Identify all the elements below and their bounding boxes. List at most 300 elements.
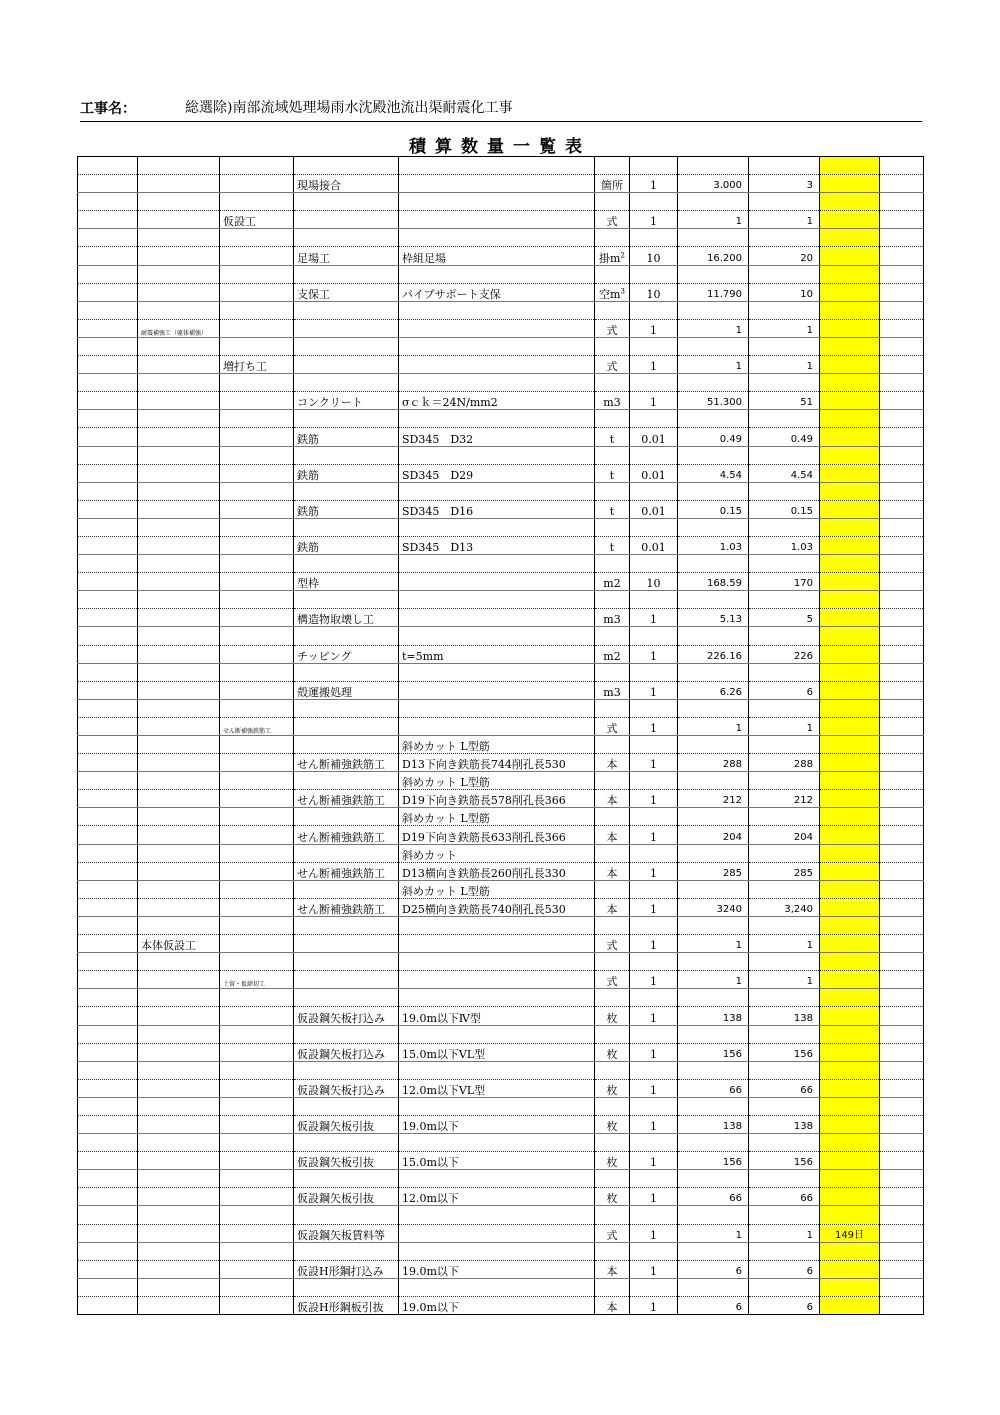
- calc-qty-cell: 212: [678, 790, 749, 808]
- item-spec-line1: [399, 337, 595, 355]
- item-name-cell: 支保工: [294, 283, 399, 301]
- sub-type-cell: [220, 500, 294, 518]
- spacer-cell: [220, 193, 294, 211]
- calc-qty-cell: 6.26: [678, 681, 749, 699]
- rounding-cell: 1: [630, 1007, 678, 1025]
- spacer-cell: [820, 989, 880, 1007]
- spacer-cell: [630, 518, 678, 536]
- spacer-cell: [595, 193, 630, 211]
- item-spec-line1: 斜めカット L型筋: [399, 880, 595, 898]
- spacer-cell: [220, 1134, 294, 1152]
- spacer-cell: [880, 337, 924, 355]
- unit-text: 本: [606, 866, 618, 880]
- unit-text: 式: [606, 975, 618, 989]
- sub-type-cell: 仮設工: [220, 211, 294, 229]
- design-qty-cell: 6: [749, 1260, 820, 1278]
- calc-qty-cell: 168.59: [678, 573, 749, 591]
- calc-qty-cell: 156: [678, 1152, 749, 1170]
- item-spec-line1: [399, 555, 595, 573]
- rounding-cell: 1: [630, 1260, 678, 1278]
- spacer-cell: [220, 301, 294, 319]
- calc-qty-cell: 6: [678, 1296, 749, 1314]
- spacer-cell: [220, 591, 294, 609]
- remark-cell: [820, 1260, 880, 1278]
- spacer-cell: [595, 880, 630, 898]
- calc-qty-cell: 1: [678, 319, 749, 337]
- spacer-cell: [820, 736, 880, 754]
- remark-cell: [820, 790, 880, 808]
- table-row-spacer: [78, 736, 924, 754]
- spacer-cell: [820, 663, 880, 681]
- item-spec-cell: D19下向き鉄筋長633削孔長366: [399, 826, 595, 844]
- spacer-cell: [220, 1170, 294, 1188]
- unit-cell: [595, 1296, 630, 1314]
- design-qty-cell: 156: [749, 1043, 820, 1061]
- spacer-cell: [820, 1278, 880, 1296]
- unit-cell: [595, 971, 630, 989]
- spacer-cell: [220, 229, 294, 247]
- rounding-cell: 1: [630, 1188, 678, 1206]
- unit-cell: [595, 573, 630, 591]
- design-qty-cell: 285: [749, 862, 820, 880]
- work-type-cell: [138, 754, 220, 772]
- spacer-cell: [630, 337, 678, 355]
- design-qty-cell: 4.54: [749, 464, 820, 482]
- table-row: [78, 247, 924, 265]
- spacer-cell: [749, 1097, 820, 1115]
- remark-cell: [820, 392, 880, 410]
- spacer-cell: [220, 555, 294, 573]
- spacer-cell: [630, 1206, 678, 1224]
- category-cell: [78, 319, 138, 337]
- spacer-cell: [630, 1097, 678, 1115]
- table-row-spacer: [78, 1278, 924, 1296]
- spacer-cell: [749, 627, 820, 645]
- table-row-spacer: [78, 482, 924, 500]
- calc-qty-cell: 138: [678, 1007, 749, 1025]
- spacer-cell: [294, 916, 399, 934]
- rounding-cell: 1: [630, 175, 678, 193]
- work-type-cell: [138, 175, 220, 193]
- extra-cell: [880, 1188, 924, 1206]
- spacer-cell: [78, 916, 138, 934]
- table-row: [78, 717, 924, 735]
- table-row-spacer: [78, 772, 924, 790]
- spacer-cell: [678, 627, 749, 645]
- unit-text: 本: [606, 758, 618, 772]
- spacer-cell: [820, 1242, 880, 1260]
- work-type-cell: 本体仮設工: [138, 935, 220, 953]
- spacer-cell: [820, 916, 880, 934]
- calc-qty-cell: 156: [678, 1043, 749, 1061]
- spacer-cell: [678, 193, 749, 211]
- unit-text: 枚: [606, 1083, 618, 1097]
- spacer-cell: [630, 157, 678, 175]
- rounding-cell: 1: [630, 898, 678, 916]
- spacer-cell: [220, 808, 294, 826]
- table-row: [78, 681, 924, 699]
- item-name-cell: 仮設鋼矢板引抜: [294, 1152, 399, 1170]
- spacer-cell: [630, 844, 678, 862]
- extra-cell: [880, 392, 924, 410]
- item-name-cell: [294, 971, 399, 989]
- extra-cell: [880, 536, 924, 554]
- spacer-cell: [294, 337, 399, 355]
- table-row-spacer: [78, 265, 924, 283]
- unit-text: 本: [606, 830, 618, 844]
- design-qty-cell: 3,240: [749, 898, 820, 916]
- spacer-cell: [78, 663, 138, 681]
- spacer-cell: [749, 518, 820, 536]
- unit-text: 式: [606, 323, 618, 337]
- spacer-cell: [880, 1097, 924, 1115]
- category-cell: [78, 1115, 138, 1133]
- sub-type-cell: [220, 645, 294, 663]
- unit-cell: [595, 283, 630, 301]
- remark-cell: [820, 717, 880, 735]
- spacer-cell: [880, 808, 924, 826]
- spacer-cell: [820, 193, 880, 211]
- work-type-cell: [138, 1079, 220, 1097]
- item-spec-line1: [399, 157, 595, 175]
- category-cell: [78, 211, 138, 229]
- item-spec-cell: SD345 D29: [399, 464, 595, 482]
- table-row: [78, 536, 924, 554]
- table-row-spacer: [78, 518, 924, 536]
- spacer-cell: [630, 1025, 678, 1043]
- spacer-cell: [749, 591, 820, 609]
- extra-cell: [880, 862, 924, 880]
- item-spec-cell: 12.0m以下VL型: [399, 1079, 595, 1097]
- unit-cell: [595, 717, 630, 735]
- sub-type-cell: [220, 573, 294, 591]
- unit-text: 枚: [606, 1047, 618, 1061]
- unit-cell: [595, 790, 630, 808]
- spacer-cell: [294, 518, 399, 536]
- table-row: [78, 754, 924, 772]
- spacer-cell: [220, 953, 294, 971]
- spacer-cell: [820, 1025, 880, 1043]
- item-spec-line1: [399, 301, 595, 319]
- unit-text: 本: [606, 902, 618, 916]
- calc-qty-cell: 138: [678, 1115, 749, 1133]
- unit-cell: [595, 645, 630, 663]
- sub-type-cell: せん断補強鉄筋工: [220, 717, 294, 735]
- work-type-cell: 耐震補強工（躯体補強）: [138, 319, 220, 337]
- item-spec-cell: SD345 D16: [399, 500, 595, 518]
- spacer-cell: [678, 1242, 749, 1260]
- table-row-spacer: [78, 627, 924, 645]
- table-row-spacer: [78, 916, 924, 934]
- item-name-cell: せん断補強鉄筋工: [294, 862, 399, 880]
- spacer-cell: [294, 808, 399, 826]
- design-qty-cell: 0.49: [749, 428, 820, 446]
- calc-qty-cell: 1: [678, 211, 749, 229]
- item-name-cell: 仮設鋼矢板引抜: [294, 1115, 399, 1133]
- work-type-cell: [138, 283, 220, 301]
- extra-cell: [880, 319, 924, 337]
- spacer-cell: [749, 157, 820, 175]
- unit-text: 式: [606, 215, 618, 229]
- spacer-cell: [595, 1025, 630, 1043]
- unit-cell: [595, 754, 630, 772]
- spacer-cell: [880, 555, 924, 573]
- spacer-cell: [749, 880, 820, 898]
- calc-qty-cell: 6: [678, 1260, 749, 1278]
- rounding-cell: 1: [630, 826, 678, 844]
- spacer-cell: [820, 301, 880, 319]
- spacer-cell: [820, 1134, 880, 1152]
- unit-text: m3: [603, 613, 621, 627]
- spacer-cell: [138, 1278, 220, 1296]
- spacer-cell: [749, 953, 820, 971]
- category-cell: [78, 717, 138, 735]
- sub-type-cell: [220, 319, 294, 337]
- spacer-cell: [630, 736, 678, 754]
- spacer-cell: [595, 953, 630, 971]
- spacer-cell: [595, 663, 630, 681]
- category-cell: [78, 971, 138, 989]
- sub-type-cell: [220, 392, 294, 410]
- spacer-cell: [294, 1061, 399, 1079]
- unit-text: m2: [603, 577, 621, 591]
- extra-cell: [880, 1152, 924, 1170]
- design-qty-cell: 0.15: [749, 500, 820, 518]
- extra-cell: [880, 790, 924, 808]
- spacer-cell: [595, 265, 630, 283]
- table-row: [78, 392, 924, 410]
- remark-cell: [820, 356, 880, 374]
- spacer-cell: [630, 265, 678, 283]
- spacer-cell: [820, 1061, 880, 1079]
- unit-cell: [595, 1115, 630, 1133]
- spacer-cell: [820, 844, 880, 862]
- spacer-cell: [595, 157, 630, 175]
- spacer-cell: [294, 1025, 399, 1043]
- spacer-cell: [749, 1206, 820, 1224]
- spacer-cell: [630, 1278, 678, 1296]
- unit-text: t: [609, 432, 615, 446]
- spacer-cell: [220, 1278, 294, 1296]
- item-spec-cell: 枠組足場: [399, 247, 595, 265]
- rounding-cell: 1: [630, 392, 678, 410]
- unit-text: 式: [606, 722, 618, 735]
- rounding-cell: 0.01: [630, 500, 678, 518]
- unit-text: m3: [603, 396, 621, 410]
- table-row: [78, 609, 924, 627]
- extra-cell: [880, 717, 924, 735]
- item-spec-line1: [399, 410, 595, 428]
- spacer-cell: [880, 1170, 924, 1188]
- spacer-cell: [294, 1206, 399, 1224]
- unit-text: m2: [603, 649, 621, 663]
- spacer-cell: [294, 410, 399, 428]
- calc-qty-cell: 51.300: [678, 392, 749, 410]
- design-qty-cell: 204: [749, 826, 820, 844]
- spacer-cell: [880, 663, 924, 681]
- spacer-cell: [749, 699, 820, 717]
- item-spec-line1: 斜めカット: [399, 844, 595, 862]
- spacer-cell: [294, 627, 399, 645]
- spacer-cell: [630, 953, 678, 971]
- design-qty-cell: 212: [749, 790, 820, 808]
- table-row-spacer: [78, 229, 924, 247]
- calc-qty-cell: 1: [678, 717, 749, 735]
- item-spec-cell: [399, 681, 595, 699]
- spacer-cell: [749, 916, 820, 934]
- category-cell: [78, 428, 138, 446]
- item-name-cell: せん断補強鉄筋工: [294, 790, 399, 808]
- spacer-cell: [630, 808, 678, 826]
- design-qty-cell: 1: [749, 935, 820, 953]
- work-type-cell: [138, 464, 220, 482]
- item-name-cell: 鉄筋: [294, 428, 399, 446]
- table-row-spacer: [78, 663, 924, 681]
- item-spec-line1: 斜めカット L型筋: [399, 736, 595, 754]
- project-name-label: 工事名：: [80, 101, 136, 117]
- category-cell: [78, 1007, 138, 1025]
- item-spec-line1: [399, 1170, 595, 1188]
- unit-text: 枚: [606, 1120, 618, 1134]
- spacer-cell: [78, 1206, 138, 1224]
- item-spec-line1: [399, 1134, 595, 1152]
- spacer-cell: [820, 265, 880, 283]
- design-qty-cell: 3: [749, 175, 820, 193]
- sub-type-cell: 増打ち工: [220, 356, 294, 374]
- rounding-cell: 1: [630, 609, 678, 627]
- item-spec-line1: [399, 1097, 595, 1115]
- spacer-cell: [78, 808, 138, 826]
- spacer-cell: [749, 301, 820, 319]
- unit-cell: [595, 211, 630, 229]
- spacer-cell: [630, 1242, 678, 1260]
- table-row-spacer: [78, 1242, 924, 1260]
- table-row: [78, 898, 924, 916]
- table-row: [78, 1079, 924, 1097]
- spacer-cell: [138, 157, 220, 175]
- spacer-cell: [749, 265, 820, 283]
- spacer-cell: [595, 555, 630, 573]
- spacer-cell: [138, 229, 220, 247]
- spacer-cell: [880, 953, 924, 971]
- spacer-cell: [749, 772, 820, 790]
- design-qty-cell: 6: [749, 681, 820, 699]
- design-qty-cell: 1: [749, 356, 820, 374]
- category-cell: [78, 1152, 138, 1170]
- table-row-spacer: [78, 1025, 924, 1043]
- spacer-cell: [820, 627, 880, 645]
- spacer-cell: [294, 1134, 399, 1152]
- spacer-cell: [78, 518, 138, 536]
- spacer-cell: [138, 1097, 220, 1115]
- spacer-cell: [820, 1170, 880, 1188]
- item-spec-line1: 斜めカット L型筋: [399, 772, 595, 790]
- spacer-cell: [220, 1025, 294, 1043]
- item-name-cell: 仮設鋼矢板打込み: [294, 1007, 399, 1025]
- item-spec-line1: [399, 374, 595, 392]
- spacer-cell: [138, 482, 220, 500]
- category-cell: [78, 464, 138, 482]
- spacer-cell: [294, 1097, 399, 1115]
- spacer-cell: [678, 229, 749, 247]
- table-row-spacer: [78, 808, 924, 826]
- category-cell: [78, 862, 138, 880]
- extra-cell: [880, 247, 924, 265]
- spacer-cell: [749, 663, 820, 681]
- spacer-cell: [78, 880, 138, 898]
- extra-cell: [880, 1115, 924, 1133]
- spacer-cell: [595, 916, 630, 934]
- work-type-cell: [138, 1224, 220, 1242]
- unit-text: t: [609, 468, 615, 482]
- spacer-cell: [138, 1170, 220, 1188]
- spacer-cell: [294, 301, 399, 319]
- spacer-cell: [294, 1278, 399, 1296]
- spacer-cell: [880, 1061, 924, 1079]
- design-qty-cell: 1: [749, 1224, 820, 1242]
- design-qty-cell: 6: [749, 1296, 820, 1314]
- work-type-cell: [138, 1260, 220, 1278]
- item-spec-cell: [399, 1224, 595, 1242]
- table-row: [78, 826, 924, 844]
- spacer-cell: [138, 699, 220, 717]
- spacer-cell: [78, 1278, 138, 1296]
- spacer-cell: [678, 1134, 749, 1152]
- table-row-spacer: [78, 374, 924, 392]
- design-qty-cell: 226: [749, 645, 820, 663]
- spacer-cell: [78, 1134, 138, 1152]
- item-spec-line1: [399, 1242, 595, 1260]
- spacer-cell: [294, 989, 399, 1007]
- spacer-cell: [220, 627, 294, 645]
- spacer-cell: [880, 1025, 924, 1043]
- spacer-cell: [749, 989, 820, 1007]
- remark-cell: [820, 500, 880, 518]
- item-name-cell: [294, 319, 399, 337]
- rounding-cell: 10: [630, 247, 678, 265]
- quantity-table: [77, 156, 924, 1315]
- item-spec-cell: [399, 175, 595, 193]
- category-cell: [78, 573, 138, 591]
- spacer-cell: [78, 265, 138, 283]
- spacer-cell: [138, 1061, 220, 1079]
- calc-qty-cell: 226.16: [678, 645, 749, 663]
- spacer-cell: [138, 736, 220, 754]
- unit-cell: [595, 898, 630, 916]
- item-spec-cell: 19.0m以下: [399, 1115, 595, 1133]
- calc-qty-cell: 204: [678, 826, 749, 844]
- design-qty-cell: 66: [749, 1188, 820, 1206]
- table-row-spacer: [78, 699, 924, 717]
- spacer-cell: [595, 374, 630, 392]
- unit-sup: 3: [620, 287, 625, 296]
- spacer-cell: [630, 627, 678, 645]
- remark-cell: [820, 573, 880, 591]
- item-spec-line1: [399, 663, 595, 681]
- spacer-cell: [880, 1242, 924, 1260]
- extra-cell: [880, 754, 924, 772]
- spacer-cell: [294, 482, 399, 500]
- unit-cell: [595, 1007, 630, 1025]
- spacer-cell: [294, 591, 399, 609]
- item-spec-line1: [399, 627, 595, 645]
- design-qty-cell: 138: [749, 1007, 820, 1025]
- category-cell: [78, 790, 138, 808]
- rounding-cell: 0.01: [630, 536, 678, 554]
- spacer-cell: [678, 157, 749, 175]
- item-name-cell: 仮設鋼矢板賃料等: [294, 1224, 399, 1242]
- project-name-value: 総選除)南部流域処理場雨水沈殿池流出渠耐震化工事: [185, 100, 513, 116]
